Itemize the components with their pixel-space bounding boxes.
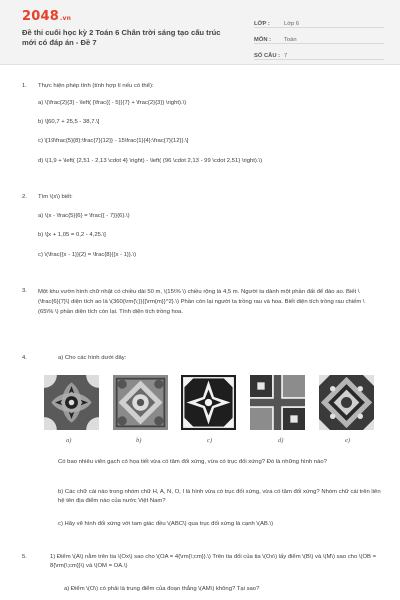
question-4-part-c: c) Hãy vẽ hình đối xứng với tam giác đều \(ABC\) qua trục đối xứng là cạnh \(AB.\) — [58, 521, 274, 527]
meta-row-subject — [254, 28, 384, 44]
tile-label-c: c) — [207, 437, 213, 444]
question-text: Một khu vườn hình chữ nhật có chiều dài 50 m, \(15\% \) chiều rộng là 4,5 m. Người ta dành một phần đất để đào ao. Biết \(\frac{6}{7}\) diện tích ao là \(360{\rm{\;}}{{\rm{m}}^2}.\) Phần còn lại người ta trồng rau và hoa. Biết diện tích trồng rau chiếm \(65\% \) phần diện tích còn lại. Tính diện tích trồng hoa. — [38, 289, 365, 315]
question-number: 5. — [22, 554, 27, 560]
tile-image-a — [44, 375, 99, 430]
question-part-c: c) \[19\frac{5}{8}:\frac{7}{12}} - 15\frac{1}{4}:\frac{7}{12}}.\] — [38, 138, 189, 144]
question-4 — [22, 354, 382, 374]
question-5 — [22, 553, 382, 600]
question-part-d: d) \(1,9 + \left( {2,51 - 2,13 \cdot 4} \right) - \left( {96 \cdot 2,13 - 99 \cdot 2,51} \right).\) — [38, 158, 263, 164]
question-part-a: a) Điểm \(O\) có phải là trung điểm của đoạn thẳng \(AM\) không? Tại sao? — [64, 586, 260, 592]
document-header — [0, 0, 400, 65]
question-part-b: b) \[x + 1,05 = 0,2 - 4,25.\] — [38, 232, 106, 238]
question-number: 1. — [22, 83, 27, 89]
question-number: 4. — [22, 355, 27, 361]
question-3 — [22, 287, 382, 337]
tile-images — [44, 375, 374, 445]
tile-label-d: d) — [278, 437, 284, 444]
meta-label: MÔN : — [254, 37, 272, 43]
meta-label: LỚP : — [254, 21, 270, 27]
tile-image-d — [250, 375, 305, 430]
tile-label-e: e) — [345, 437, 351, 444]
question-1 — [22, 82, 382, 172]
question-2 — [22, 193, 382, 268]
question-part-a: a) \(x - \frac{5}{6} = \frac{{ - 7}}{6}.\) — [38, 213, 130, 219]
meta-row-count — [254, 44, 384, 60]
question-number: 3. — [22, 288, 27, 294]
question-part-a-intro: a) Cho các hình dưới đây: — [58, 355, 127, 361]
question-intro: 1) Điểm \(A\) nằm trên tia \(Ox\) sao cho \(OA = 4{\rm{\;cm}}.\) Trên tia đối của tia \(Ox\) lấy điểm \(B\) và \(M\) sao cho \(OB = 8{\rm{\;cm}}\) và \(OM = OA.\) — [50, 554, 377, 569]
meta-value: Lớp 6 — [284, 21, 300, 27]
question-4-part-b: b) Các chữ cái nào trong nhóm chữ H, A, N, O, I là hình vừa có trục đối xứng, vừa có tâm đối xứng? Nhóm chữ cái trên liên hệ tên địa điểm nào của nước Việt Nam? — [58, 489, 381, 504]
meta-value: Toán — [284, 37, 297, 43]
tile-label-a: a) — [66, 437, 72, 444]
tile-image-e — [319, 375, 374, 430]
question-part-b: b) \[60,7 + 25,5 - 38,7.\] — [38, 119, 100, 125]
question-part-a: a) \(\frac{2}{3} - \left( {\frac{{ - 5}}{7} + \frac{2}{3}} \right).\) — [38, 100, 187, 106]
meta-info — [254, 12, 384, 60]
question-4-a-question: Có bao nhiêu viên gạch có họa tiết vừa có tâm đối xứng, vừa có trục đối xứng? Đó là những hình nào? — [58, 459, 327, 465]
tile-image-c — [181, 375, 236, 430]
question-number: 2. — [22, 194, 27, 200]
logo-text: 2048 — [22, 9, 59, 24]
meta-label: SỐ CÂU : — [254, 53, 281, 59]
tile-label-b: b) — [136, 437, 142, 444]
document-title: Đề thi cuối học kỳ 2 Toán 6 Chân trời sáng tạo cấu trúc mới có đáp án - Đề 7 — [22, 28, 221, 47]
site-logo[interactable] — [22, 9, 71, 24]
tile-image-b — [113, 375, 168, 430]
question-prompt: Thực hiện phép tính (tính hợp lí nếu có thể): — [38, 83, 154, 89]
question-part-c: c) \(\frac{{x - 1}}{2} = \frac{8}{{x - 1}}.\) — [38, 252, 137, 258]
meta-row-class — [254, 12, 384, 28]
question-prompt: Tìm \(x\) biết: — [38, 194, 73, 200]
logo-domain: .vn — [59, 15, 72, 22]
meta-value: 7 — [284, 53, 288, 59]
